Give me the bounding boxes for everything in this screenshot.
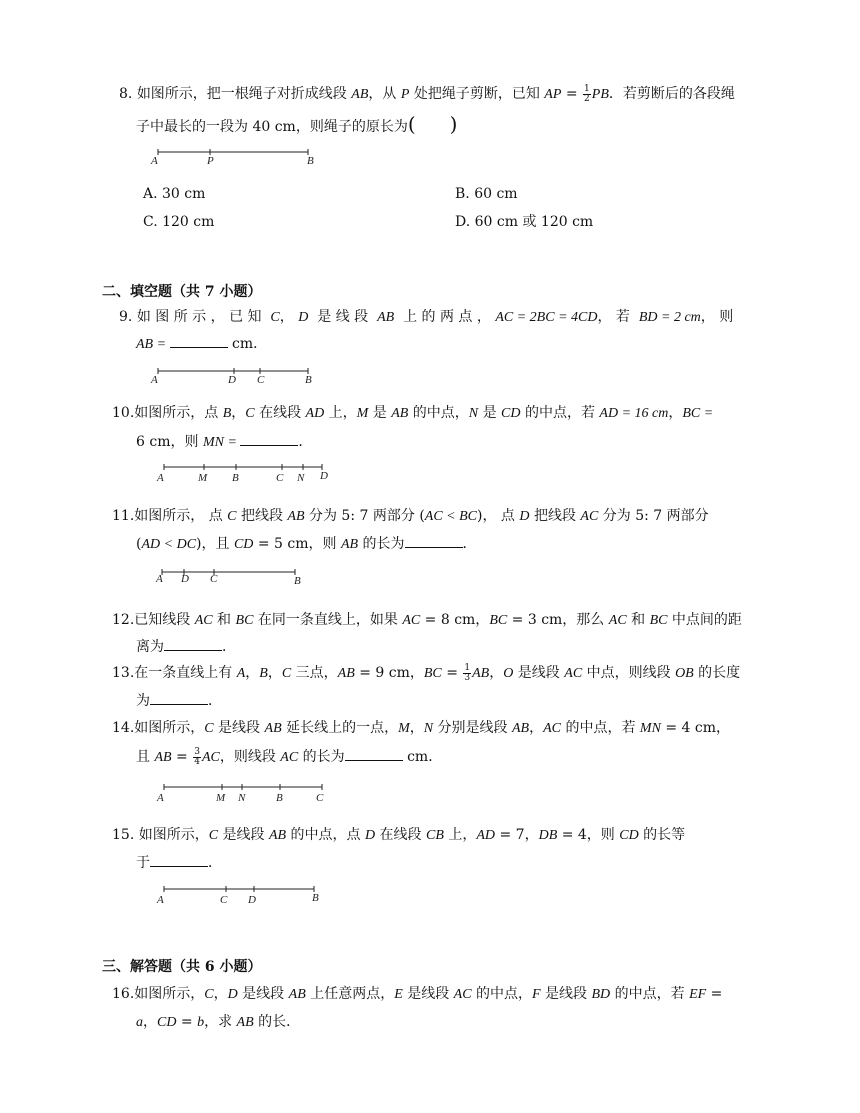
- svg-text:B: B: [294, 575, 301, 587]
- label-P: P: [207, 155, 214, 167]
- svg-text:D: D: [228, 374, 236, 386]
- answer-blank: [170, 333, 228, 348]
- q8-option-a: A. 30 cm: [143, 186, 206, 202]
- svg-text:A: A: [156, 573, 163, 585]
- svg-text:B: B: [312, 892, 319, 904]
- q14-line1: 14.如图所示，C 是线段 AB 延长线上的一点，M，N 分别是线段 AB，AC 的中点，若 MN = 4 cm，: [112, 720, 731, 736]
- svg-text:A: A: [157, 792, 164, 804]
- svg-text:C: C: [220, 894, 228, 906]
- q10-line1: 10.如图所示，点 B，C 在线段 AD 上，M 是 AB 的中点，N 是 CD 的中点，若 AD = 16 cm，BC =: [112, 405, 714, 421]
- q12-line1: 12.已知线段 AC 和 BC 在同一条直线上，如果 AC = 8 cm，BC = 3 cm，那么 AC 和 BC 中点间的距: [112, 612, 742, 628]
- svg-text:C: C: [210, 573, 218, 585]
- q13-line1: 13.在一条直线上有 A，B，C 三点，AB = 9 cm，BC = $\frac{1}{3}$ AB，O 是线段 AC 中点，则线段 OB 的长度: [112, 662, 741, 683]
- svg-text:A: A: [151, 374, 158, 386]
- section-heading-fill-blank: 二、填空题（共 7 小题）: [102, 284, 262, 300]
- svg-text:A: A: [157, 894, 164, 906]
- q10-line2: 6 cm，则 MN = ．: [136, 431, 312, 453]
- q9-line1: 9. 如 图 所 示 ， 已 知 C， D 是 线 段 AB 上 的 两 点 ， AC = 2BC = 4CD， 若 BD = 2 cm， 则: [119, 309, 734, 325]
- q8-option-d: D. 60 cm 或 120 cm: [455, 214, 594, 230]
- svg-text:A: A: [157, 472, 164, 484]
- label-A: A: [151, 155, 158, 167]
- q14-line2: 且 AB = $\frac{3}{4}$ AC，则线段 AC 的长为 cm．: [136, 746, 443, 767]
- q11-line1: 11.如图所示， 点 C 把线段 AB 分为 5: 7 两部分 (AC < BC)， 点 D 把线段 AC 分为 5: 7 两部分: [112, 508, 709, 524]
- svg-text:C: C: [257, 374, 265, 386]
- svg-text:C: C: [276, 472, 284, 484]
- q9-line2: AB = cm．: [136, 333, 267, 355]
- section-heading-solve: 三、解答题（共 6 小题）: [102, 959, 262, 975]
- fraction-one-half: $\frac{1}{2}$: [584, 83, 590, 104]
- q13-line2: 为 ．: [136, 690, 222, 711]
- q15-line1: 15. 如图所示，C 是线段 AB 的中点，点 D 在线段 CB 上，AD = 7，DB = 4，则 CD 的长等: [112, 827, 686, 843]
- svg-text:N: N: [238, 792, 246, 804]
- svg-text:D: D: [248, 894, 256, 906]
- svg-text:B: B: [305, 374, 312, 386]
- svg-text:D: D: [320, 470, 328, 482]
- q10-figure: [156, 463, 336, 485]
- q12-line2: 离为 ．: [136, 636, 236, 657]
- q15-figure: [156, 885, 336, 907]
- q16-line1: 16.如图所示，C，D 是线段 AB 上任意两点，E 是线段 AC 的中点，F 是线段 BD 的中点，若 EF =: [112, 986, 723, 1002]
- q11-line2: (AD < DC)，且 CD = 5 cm，则 AB 的长为 ．: [136, 533, 477, 555]
- svg-text:M: M: [198, 472, 208, 484]
- svg-text:B: B: [232, 472, 239, 484]
- fraction-three-quarters: $\frac{3}{4}$: [194, 746, 200, 767]
- label-B: B: [307, 155, 314, 167]
- svg-text:N: N: [297, 472, 305, 484]
- q8-line1: 8. 如图所示，把一根绳子对折成线段 AB，从 P 处把绳子剪断，已知 AP = $\frac{1}{2}$ PB．若剪断后的各段绳: [119, 83, 735, 104]
- svg-text:D: D: [181, 573, 189, 585]
- svg-text:C: C: [316, 792, 324, 804]
- q11-figure: [154, 568, 334, 590]
- q14-figure: [156, 783, 336, 805]
- svg-text:M: M: [216, 792, 226, 804]
- q8-option-b: B. 60 cm: [455, 186, 518, 202]
- fraction-one-third: $\frac{1}{3}$: [464, 662, 471, 683]
- q16-line2: a，CD = b，求 AB 的长．: [136, 1014, 301, 1030]
- svg-text:B: B: [276, 792, 283, 804]
- q8-line2: 子中最长的一段为 40 cm，则绳子的原长为( ): [136, 112, 458, 136]
- q8-figure: [150, 148, 330, 170]
- q15-line2: 于 ．: [136, 852, 222, 873]
- q9-figure: [150, 367, 330, 389]
- q8-option-c: C. 120 cm: [143, 214, 215, 230]
